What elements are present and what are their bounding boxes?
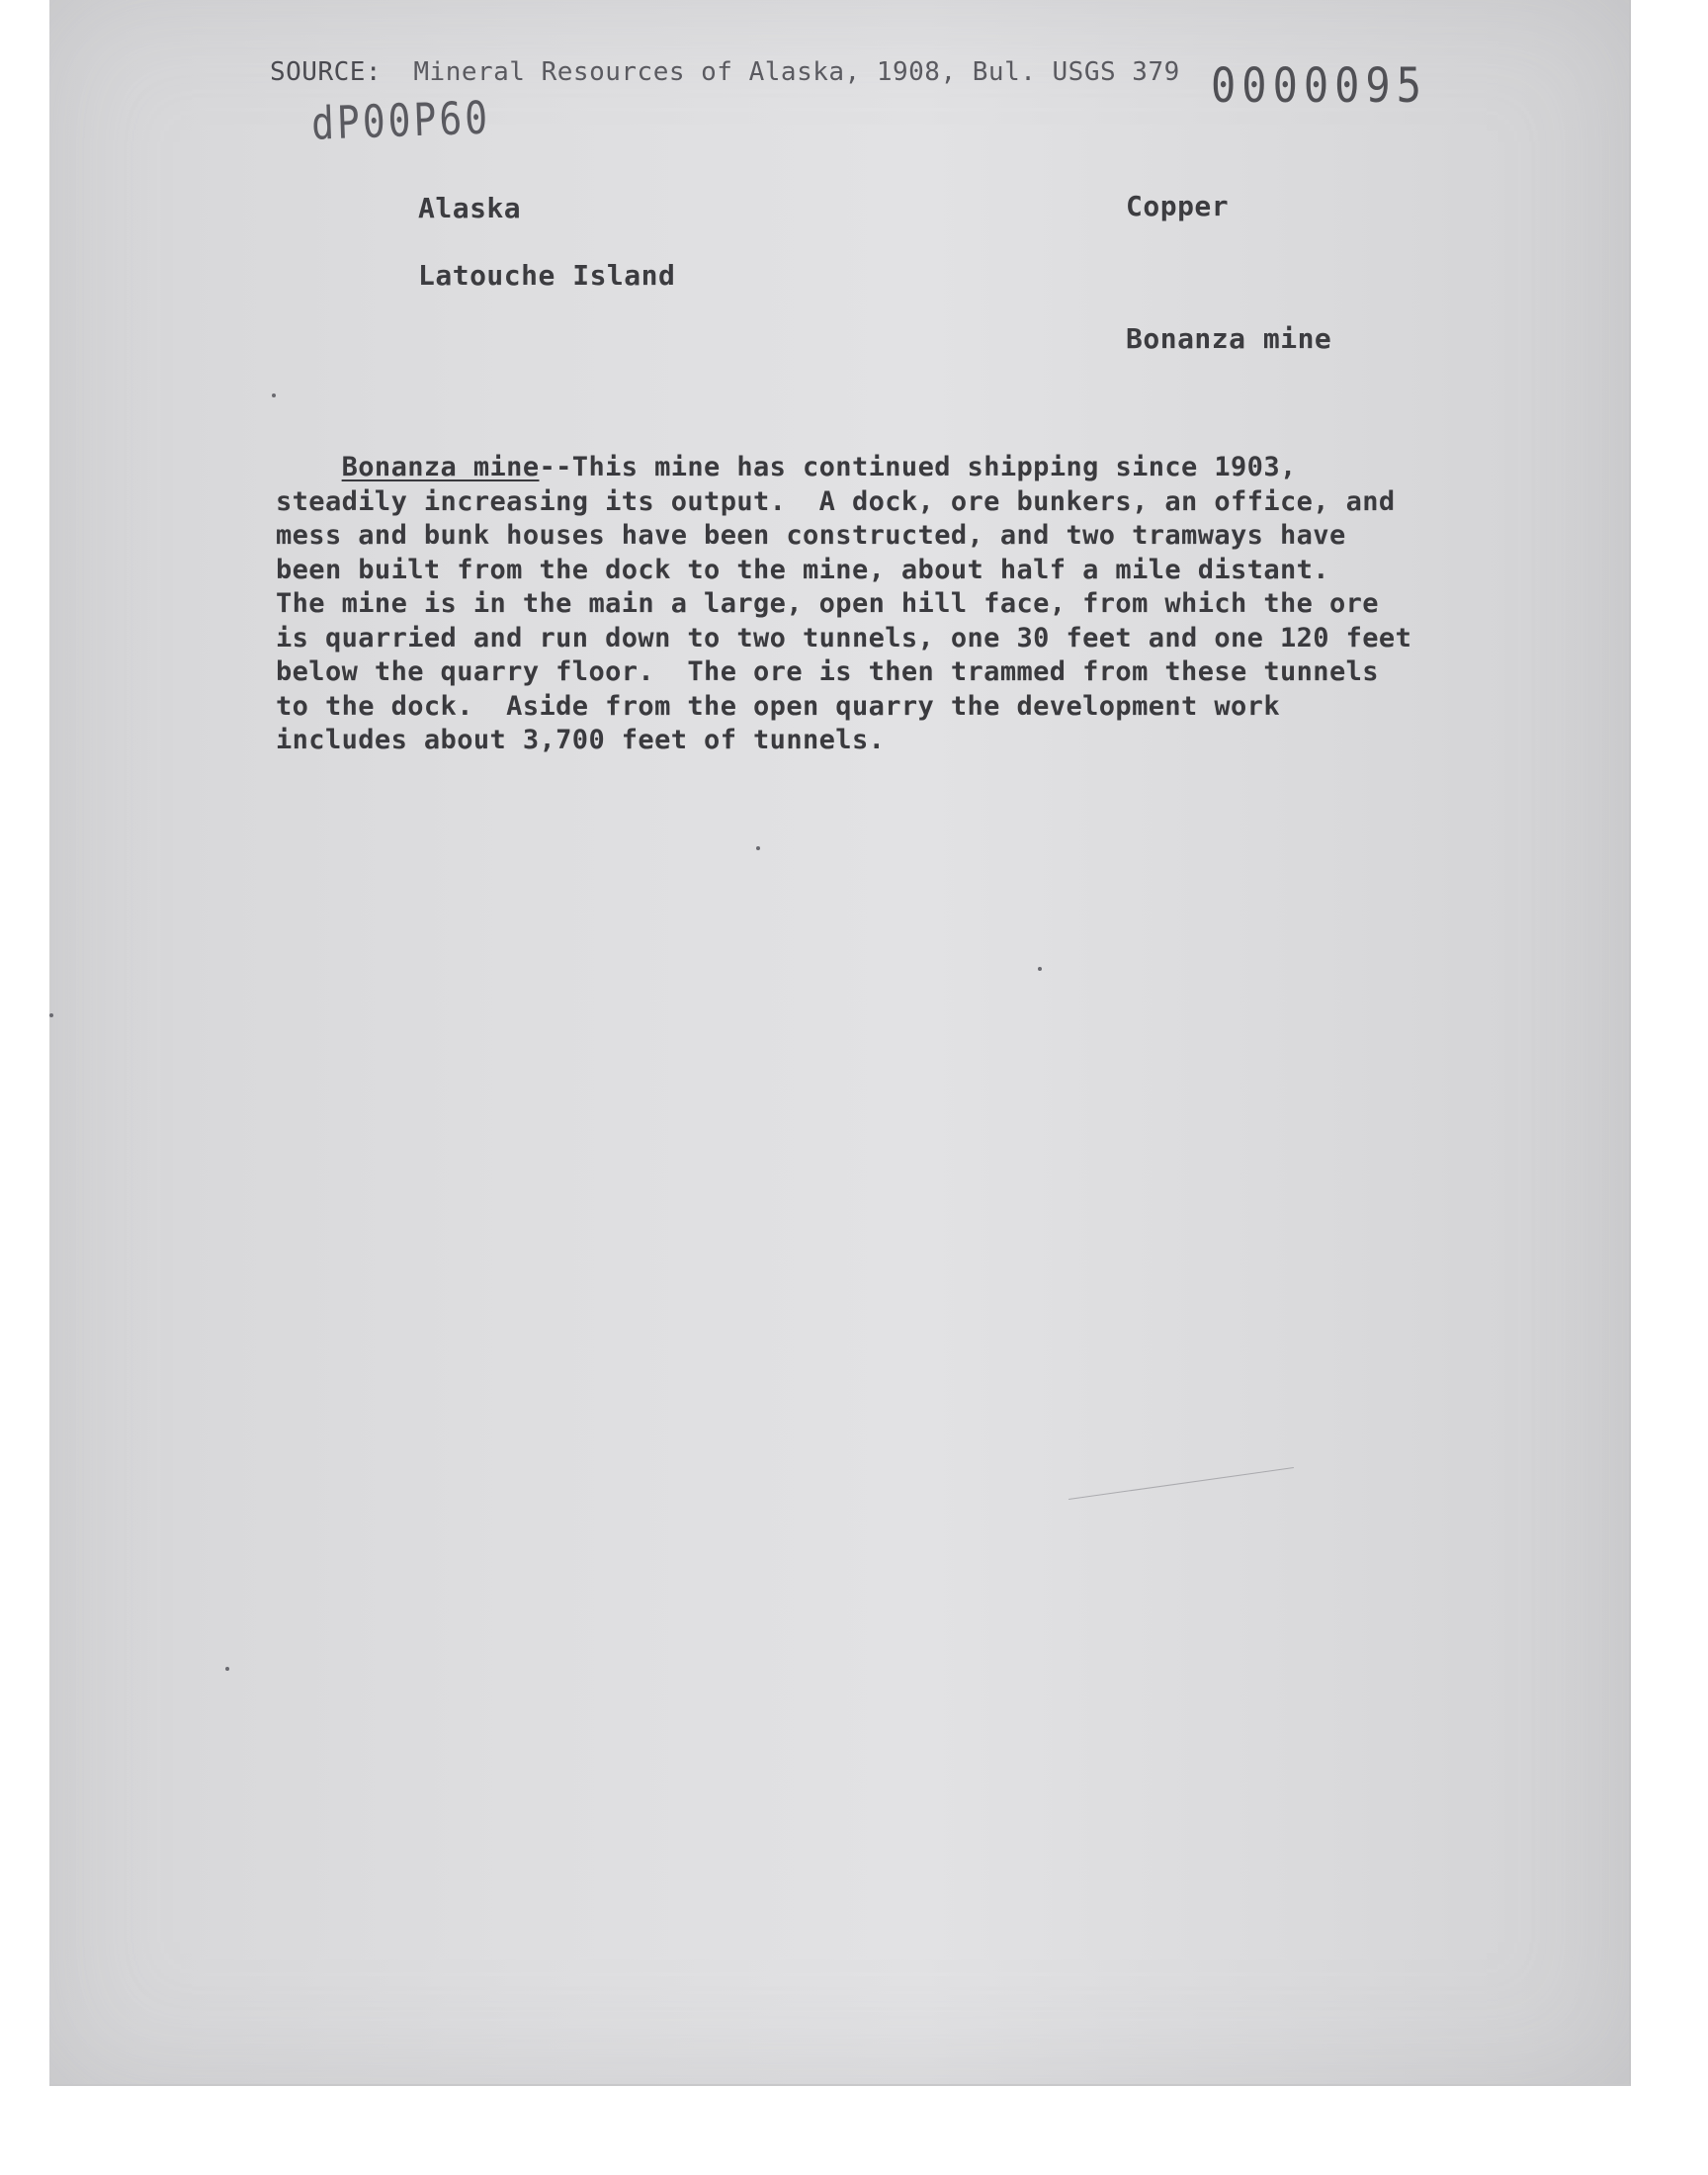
- document-number-stamp: 0000095: [1211, 57, 1428, 114]
- paragraph-line-3: mess and bunk houses have been constructed, and two tramways have: [276, 520, 1346, 551]
- location-heading: Latouche Island: [418, 259, 676, 292]
- paragraph-line-7: below the quarry floor. The ore is then trammed from these tunnels: [276, 656, 1379, 687]
- paragraph-line-8: to the dock. Aside from the open quarry the development work: [276, 690, 1280, 722]
- commodity-heading: Copper: [1126, 190, 1230, 222]
- paragraph-line-5: The mine is in the main a large, open hill face, from which the ore: [276, 588, 1379, 619]
- source-text: Mineral Resources of Alaska, 1908, Bul. USGS 379: [413, 57, 1180, 87]
- paragraph-line-1-text: --This mine has continued shipping since 1903,: [539, 452, 1297, 482]
- paragraph-line-2: steadily increasing its output. A dock, ore bunkers, an office, and: [276, 485, 1396, 517]
- mine-description-paragraph: [276, 451, 1501, 758]
- mine-name-heading: Bonanza mine: [1126, 322, 1332, 355]
- scan-speck: [225, 1667, 229, 1671]
- scan-scratch: [1068, 1467, 1294, 1500]
- scan-speck: [272, 393, 276, 397]
- paragraph-line-9: includes about 3,700 feet of tunnels.: [276, 725, 886, 755]
- scanned-document-page: [49, 0, 1631, 2086]
- scan-speck: [49, 1013, 53, 1017]
- paragraph-line-6: is quarried and run down to two tunnels, one 30 feet and one 120 feet: [276, 622, 1412, 653]
- source-citation: [270, 57, 1180, 87]
- source-label: SOURCE:: [270, 57, 383, 87]
- lead-term: Bonanza mine: [341, 452, 540, 482]
- state-heading: Alaska: [418, 192, 522, 224]
- scan-speck: [756, 846, 760, 850]
- stamped-code: dP00P60: [310, 91, 492, 150]
- paragraph-line-1: [276, 451, 1501, 485]
- paragraph-line-4: been built from the dock to the mine, about half a mile distant.: [276, 554, 1329, 585]
- scan-speck: [1038, 967, 1042, 971]
